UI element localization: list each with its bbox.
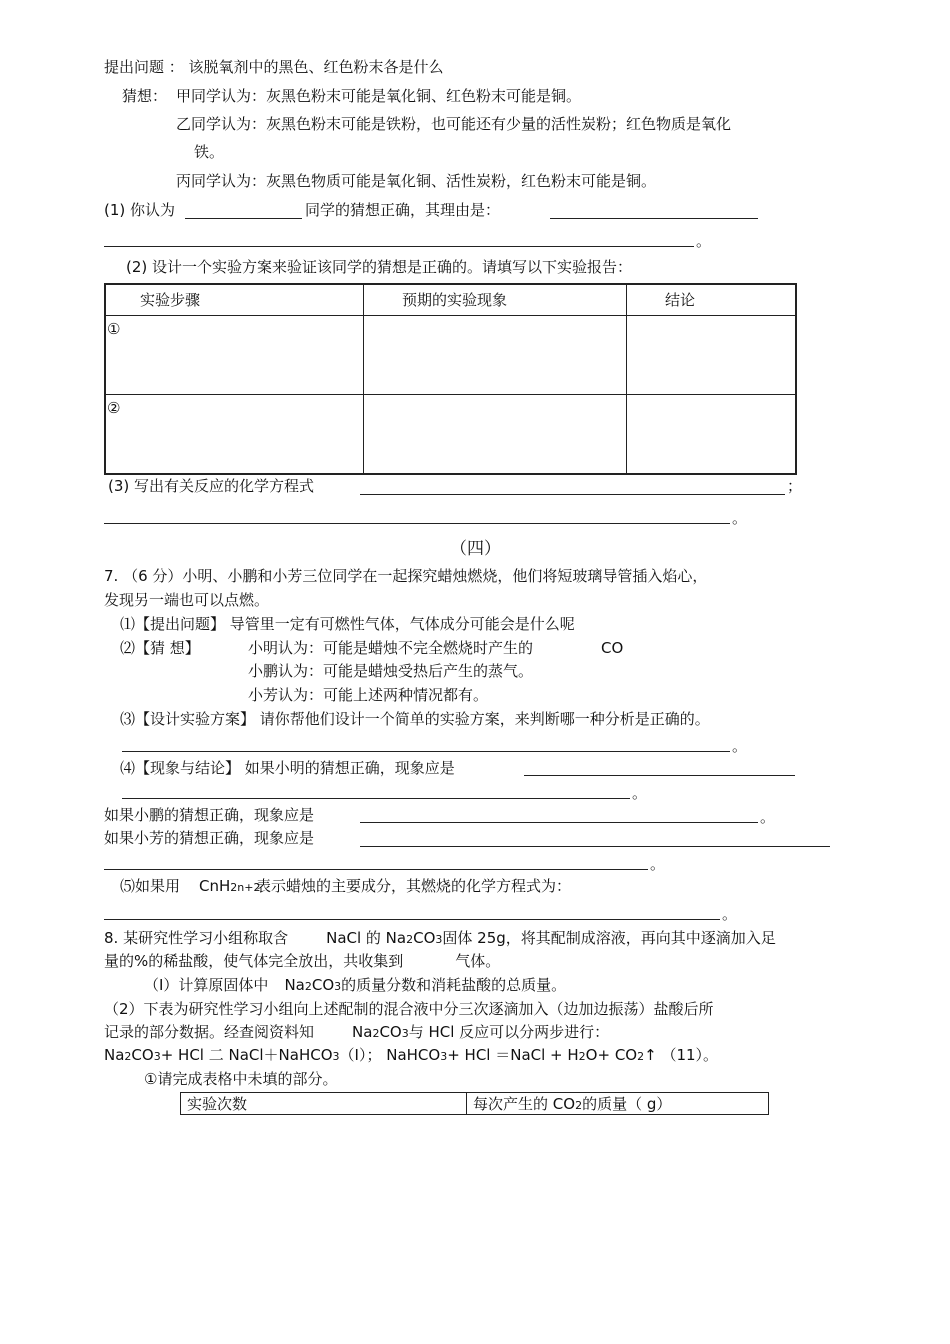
header-steps: 实验步骤 [105,284,364,316]
q7-part2-label: ⑵【猜 想】 [120,639,200,657]
guess-yi-line2: 铁。 [194,143,225,161]
xiaofang-phenomenon-blank-1[interactable] [360,846,830,847]
q3-blank-2[interactable] [104,523,730,524]
semicolon: ； [787,477,803,495]
q7-part4: ⑷【现象与结论】 如果小明的猜想正确，现象应是 [120,759,455,777]
header-conclusion: 结论 [627,284,797,316]
q8-part2-line2-c: CO [379,1023,402,1041]
eq-part-g: ↑ （11）。 [644,1046,719,1064]
eq-part-b: CO [131,1046,154,1064]
candle-formula [199,877,260,897]
period: 。 [760,808,776,826]
formula-subscript: 2n+2 [230,881,261,894]
period: 。 [732,737,748,755]
q8-line1-a: 8. 某研究性学习小组称取含 [104,929,289,947]
eq-part-f: O+ CO [585,1046,638,1064]
guess-label: 猜想： [122,87,168,105]
q2-prompt: (2) 设计一个实验方案来验证该同学的猜想是正确的。请填写以下实验报告： [126,258,633,276]
table-header-row [181,1093,769,1115]
eq-part-d: （Ⅰ）； NaHCO [339,1046,441,1064]
guess-xiaoming-co: CO [601,639,624,657]
q8-part2-line1: （2）下表为研究性学习小组向上述配制的混合液中分三次逐滴加入（边加边振荡）盐酸后所 [104,1000,714,1018]
step-cell[interactable]: ① [105,316,364,395]
xiaoming-phenomenon-blank-2[interactable] [122,798,630,799]
header-phenomenon: 预期的实验现象 [364,284,627,316]
eq-part-c: + HCl 二 NaCl＋NaHCO [160,1046,333,1064]
q1-blank-reason-1[interactable] [550,218,758,219]
q8-line2 [104,952,500,970]
section-heading: （四） [450,539,501,559]
q8-line1-c: CO [413,929,436,947]
guess-bing: 丙同学认为：灰黑色物质可能是氧化铜、活性炭粉，红色粉末可能是铜。 [176,172,657,190]
period: 。 [696,232,712,250]
guess-xiaofang: 小芳认为：可能上述两种情况都有。 [248,686,489,704]
q8-line1-b: NaCl 的 Na [326,929,407,947]
q8-line2-b: 气体。 [455,952,501,970]
table-header-row [105,284,796,316]
reaction-equations: Na2CO3+ HCl 二 NaCl＋NaHCO3（Ⅰ）； NaHCO3+ HCl ＝NaCl + H2O+ CO2↑ （11）。 [104,1046,719,1064]
period: 。 [732,509,748,527]
q7-part3-blank[interactable] [122,751,730,752]
q1-suffix: 同学的猜想正确，其理由是： [305,201,501,219]
q8-part1-a: （Ⅰ）计算原固体中 [144,976,269,994]
q8-part2-line2-a: 记录的部分数据。经查阅资料知 [104,1023,315,1041]
q7-line2: 发现另一端也可以点燃。 [104,591,270,609]
header-trial: 实验次数 [181,1093,467,1115]
xiaopeng-phenomenon-blank[interactable] [360,822,758,823]
q8-part2-line2: 记录的部分数据。经查阅资料知 Na2CO3与 HCl 反应可以分两步进行： [104,1023,610,1041]
combustion-equation-blank[interactable] [104,919,720,920]
q8-line1-d: 固体 25g，将其配制成溶液，再向其中逐滴加入足 [442,929,776,947]
guess-xiaoming: 小明认为：可能是蜡烛不完全燃烧时产生的 [248,639,534,657]
conclusion-cell[interactable] [627,395,797,475]
period: 。 [632,784,648,802]
q8-part1-b: Na [284,976,305,994]
experiment-record-table [180,1092,769,1115]
q8-table-instruction: ①请完成表格中未填的部分。 [144,1070,338,1088]
q8-part2-line2-b: Na [352,1023,373,1041]
guess-jia: 甲同学认为：灰黑色粉末可能是氧化铜、红色粉末可能是铜。 [176,87,582,105]
q3-blank-1[interactable] [360,494,785,495]
xiaoming-phenomenon-blank-1[interactable] [524,775,795,776]
q8-part1: （Ⅰ）计算原固体中 Na2CO3的质量分数和消耗盐酸的总质量。 [144,976,567,994]
header-co2-mass-a: 每次产生的 CO [473,1095,576,1113]
q7-part1: ⑴【提出问题】 导管里一定有可燃性气体，气体成分可能会是什么呢 [120,615,575,633]
q8-part1-c: CO [311,976,335,994]
guess-yi-line1: 乙同学认为：灰黑色粉末可能是铁粉，也可能还有少量的活性炭粉；红色物质是氧化 [176,115,732,133]
q8-part1-d: 的质量分数和消耗盐酸的总质量。 [341,976,567,994]
formula-main: CnH [199,877,231,895]
experiment-report-table [104,283,797,475]
conclusion-cell[interactable] [627,316,797,395]
q8-part2-line2-d: 与 HCl 反应可以分两步进行： [408,1023,610,1041]
q7-part5-suffix: 表示蜡烛的主要成分，其燃烧的化学方程式为： [256,877,572,895]
step-cell[interactable]: ② [105,395,364,475]
q1-blank-reason-2[interactable] [104,246,694,247]
eq-part-e: + HCl ＝NaCl + H [447,1046,579,1064]
q8-line1: 8. 某研究性学习小组称取含 NaCl 的 Na2CO3固体 25g，将其配制成溶液，再向其中逐滴加入足 [104,929,776,947]
q3-prompt: (3) 写出有关反应的化学方程式 [108,477,315,495]
q7-part5-prefix: ⑸如果用 [120,877,181,895]
guess-xiaopeng: 小鹏认为：可能是蜡烛受热后产生的蒸气。 [248,662,534,680]
question-line: 提出问题 ： 该脱氧剂中的黑色、红色粉末各是什么 [104,58,444,76]
xiaopeng-phenomenon-label: 如果小鹏的猜想正确，现象应是 [104,806,315,824]
q1-blank-student[interactable] [185,218,302,219]
period: 。 [722,905,738,923]
eq-part-a: Na [104,1046,125,1064]
q8-line2-a: 量的%的稀盐酸，使气体完全放出，共收集到 [104,952,404,970]
q7-part3: ⑶【设计实验方案】 请你帮他们设计一个简单的实验方案，来判断哪一种分析是正确的。 [120,710,710,728]
period: 。 [650,855,666,873]
q1-prefix: (1) 你认为 [104,201,176,219]
xiaofang-phenomenon-blank-2[interactable] [104,869,648,870]
table-row [105,395,796,475]
header-co2-mass-b: 的质量（ g） [582,1095,672,1113]
phenomenon-cell[interactable] [364,395,627,475]
phenomenon-cell[interactable] [364,316,627,395]
header-co2-mass: 每次产生的 CO2的质量（ g） [467,1093,769,1115]
q7-line1: 7. （6 分）小明、小鹏和小芳三位同学在一起探究蜡烛燃烧，他们将短玻璃导管插入焰心， [104,567,708,585]
xiaofang-phenomenon-label: 如果小芳的猜想正确，现象应是 [104,829,315,847]
table-row [105,316,796,395]
